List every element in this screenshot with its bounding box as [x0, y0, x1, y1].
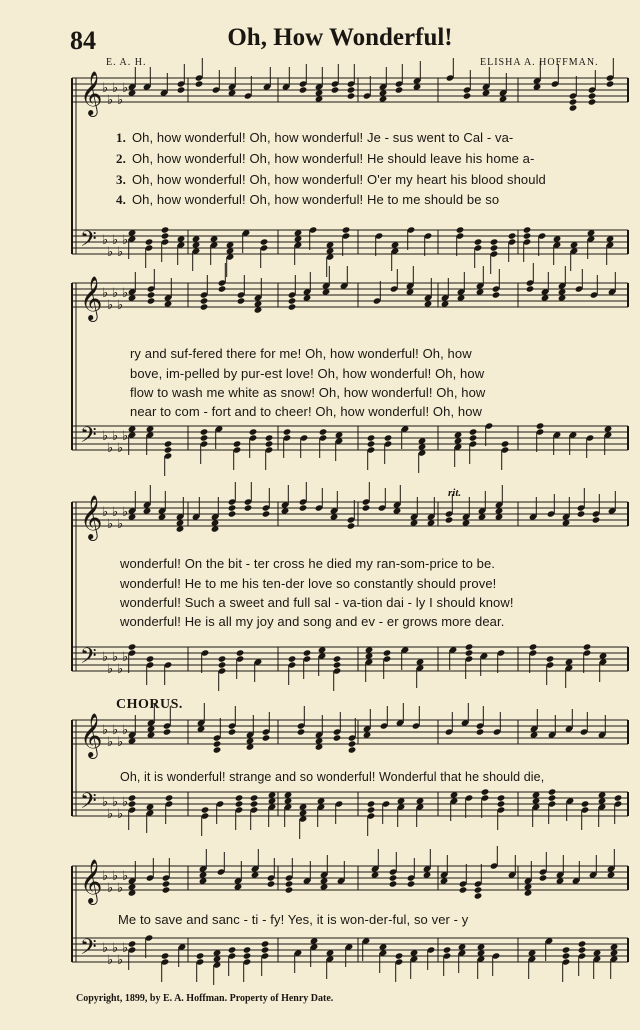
- flat-icon: ♭: [122, 233, 129, 248]
- note-head: [267, 880, 276, 887]
- note-head: [228, 728, 237, 735]
- flat-icon: ♭: [122, 723, 129, 738]
- flat-icon: ♭: [112, 941, 119, 956]
- note-head: [128, 800, 137, 807]
- note-head: [200, 297, 209, 304]
- note-head: [367, 440, 376, 447]
- flat-icon: ♭: [112, 81, 119, 96]
- note-head: [165, 794, 174, 801]
- flat-icon: ♭: [112, 429, 119, 444]
- note-head: [147, 291, 156, 298]
- note-head: [581, 800, 590, 807]
- flat-icon: ♭: [112, 505, 119, 520]
- flat-icon: ♭: [117, 245, 124, 260]
- treble-clef-icon: 𝄞: [80, 71, 103, 115]
- note-head: [569, 104, 578, 111]
- note-head: [201, 806, 210, 813]
- note-head: [490, 244, 499, 251]
- note-head: [583, 643, 592, 650]
- lyric-line: wonderful! On the bit - ter cross he died my ran-som-price to be.: [120, 556, 495, 571]
- note-head: [445, 516, 454, 523]
- note-head: [200, 434, 209, 441]
- note-head: [261, 940, 270, 947]
- note-head: [389, 874, 398, 881]
- note-head: [288, 297, 297, 304]
- note-head: [395, 952, 404, 959]
- flat-icon: ♭: [102, 795, 109, 810]
- flat-icon: ♭: [117, 881, 124, 896]
- flat-icon: ♭: [107, 735, 114, 750]
- lyric-line: bove, im-pelled by pur-est love! Oh, how wonderful! Oh, how: [130, 366, 485, 381]
- note-head: [469, 428, 478, 435]
- note-head: [128, 643, 137, 650]
- lyric-line: ry and suf-fered there for me! Oh, how wonderful! Oh, how: [130, 346, 472, 361]
- flat-icon: ♭: [117, 735, 124, 750]
- note-head: [395, 86, 404, 93]
- note-head: [492, 291, 501, 298]
- copyright-notice: Copyright, 1899, by E. A. Hoffman. Property of Henry Date.: [76, 993, 334, 1004]
- note-head: [384, 434, 393, 441]
- lyric-line: Me to save and sanc - ti - fy! Yes, it is won-der-ful, so ver - y: [118, 912, 469, 927]
- music-system-5: [60, 858, 635, 998]
- flat-icon: ♭: [107, 953, 114, 968]
- note-head: [243, 952, 252, 959]
- note-head: [536, 422, 545, 429]
- note-head: [501, 440, 510, 447]
- note-head: [342, 226, 351, 233]
- note-head: [347, 522, 356, 529]
- note-head: [262, 510, 271, 517]
- flat-icon: ♭: [107, 807, 114, 822]
- lyric-line: near to com - fort and to cheer! Oh, how wonderful! Oh, how: [130, 404, 483, 419]
- lyric-line: wonderful! He to me his ten-der love so constantly should prove!: [120, 576, 497, 591]
- note-head: [548, 788, 557, 795]
- note-head: [333, 655, 342, 662]
- note-head: [260, 238, 269, 245]
- note-head: [562, 946, 571, 953]
- treble-clef-icon: 𝄞: [80, 713, 103, 757]
- note-head: [218, 661, 227, 668]
- note-head: [459, 886, 468, 893]
- flat-icon: ♭: [112, 650, 119, 665]
- note-head: [508, 232, 517, 239]
- flat-icon: ♭: [122, 941, 129, 956]
- note-head: [249, 428, 258, 435]
- note-head: [145, 238, 154, 245]
- note-head: [577, 510, 586, 517]
- note-head: [331, 86, 340, 93]
- note-head: [490, 238, 499, 245]
- flat-icon: ♭: [117, 298, 124, 313]
- flat-icon: ♭: [117, 93, 124, 108]
- note-head: [465, 649, 474, 656]
- note-head: [367, 434, 376, 441]
- flat-icon: ♭: [112, 723, 119, 738]
- lyric-line: 1. Oh, how wonderful! Oh, how wonderful! Je - sus went to Cal - va-: [116, 130, 514, 145]
- flat-icon: ♭: [102, 233, 109, 248]
- note-head: [261, 946, 270, 953]
- note-head: [481, 788, 490, 795]
- music-system-1: [60, 70, 635, 270]
- flat-icon: ♭: [102, 941, 109, 956]
- note-head: [243, 946, 252, 953]
- note-head: [161, 952, 170, 959]
- note-head: [235, 794, 244, 801]
- note-head: [469, 434, 478, 441]
- lyric-line: wonderful! Such a sweet and full sal - va-tion dai - ly I should know!: [120, 595, 514, 610]
- note-head: [162, 880, 171, 887]
- note-head: [128, 940, 137, 947]
- flat-icon: ♭: [112, 869, 119, 884]
- flat-icon: ♭: [107, 245, 114, 260]
- note-head: [299, 86, 308, 93]
- bass-clef-icon: 𝄢: [80, 423, 97, 453]
- flat-icon: ♭: [107, 93, 114, 108]
- note-head: [164, 446, 173, 453]
- flat-icon: ♭: [102, 286, 109, 301]
- flat-icon: ♭: [117, 441, 124, 456]
- flat-icon: ♭: [117, 807, 124, 822]
- flat-icon: ♭: [112, 286, 119, 301]
- note-head: [474, 886, 483, 893]
- note-head: [196, 952, 205, 959]
- note-head: [348, 740, 357, 747]
- note-head: [285, 886, 294, 893]
- note-head: [362, 504, 371, 511]
- note-head: [539, 874, 548, 881]
- flat-icon: ♭: [122, 795, 129, 810]
- note-head: [250, 794, 259, 801]
- flat-icon: ♭: [117, 662, 124, 677]
- flat-icon: ♭: [102, 429, 109, 444]
- treble-clef-icon: 𝄞: [80, 276, 103, 320]
- flat-icon: ♭: [107, 662, 114, 677]
- flat-icon: ♭: [122, 505, 129, 520]
- note-head: [443, 946, 452, 953]
- words-credit: E. A. H.: [106, 57, 147, 68]
- flat-icon: ♭: [107, 441, 114, 456]
- lyric-line: 3. Oh, how wonderful! Oh, how wonderful! O'er my heart his blood should: [116, 172, 546, 187]
- note-head: [546, 655, 555, 662]
- note-head: [262, 734, 271, 741]
- note-head: [562, 952, 571, 959]
- page-number: 84: [70, 26, 96, 55]
- note-head: [347, 86, 356, 93]
- bass-clef-icon: 𝄢: [80, 935, 97, 965]
- note-head: [285, 880, 294, 887]
- flat-icon: ♭: [102, 723, 109, 738]
- note-head: [146, 655, 155, 662]
- note-head: [244, 504, 253, 511]
- note-head: [367, 800, 376, 807]
- note-head: [200, 303, 209, 310]
- note-head: [523, 232, 532, 239]
- lyric-line: 2. Oh, how wonderful! Oh, how wonderful! He should leave his home a-: [116, 151, 535, 166]
- note-head: [474, 892, 483, 899]
- music-credit: ELISHA A. HOFFMAN.: [480, 57, 599, 68]
- note-head: [348, 746, 357, 753]
- lyric-line: wonderful! He is all my joy and song and ev - er grows more dear.: [120, 614, 505, 629]
- flat-icon: ♭: [107, 298, 114, 313]
- note-head: [383, 649, 392, 656]
- note-head: [303, 649, 312, 656]
- note-head: [161, 232, 170, 239]
- note-head: [569, 98, 578, 105]
- flat-icon: ♭: [122, 869, 129, 884]
- note-head: [162, 886, 171, 893]
- note-head: [265, 440, 274, 447]
- note-head: [213, 740, 222, 747]
- note-head: [297, 728, 306, 735]
- note-head: [128, 794, 137, 801]
- note-head: [288, 303, 297, 310]
- flat-icon: ♭: [112, 795, 119, 810]
- flat-icon: ♭: [107, 881, 114, 896]
- note-head: [228, 946, 237, 953]
- note-head: [163, 728, 172, 735]
- flat-icon: ♭: [107, 517, 114, 532]
- hymn-title: Oh, How Wonderful!: [227, 24, 453, 51]
- note-head: [228, 504, 237, 511]
- ritardando-marking: rit.: [448, 487, 462, 499]
- note-head: [164, 440, 173, 447]
- note-head: [456, 226, 465, 233]
- note-head: [218, 655, 227, 662]
- note-head: [233, 440, 242, 447]
- note-head: [236, 649, 245, 656]
- note-head: [548, 794, 557, 801]
- note-head: [523, 226, 532, 233]
- note-head: [195, 80, 204, 87]
- note-head: [177, 86, 186, 93]
- flat-icon: ♭: [102, 505, 109, 520]
- note-head: [147, 297, 156, 304]
- bass-clef-icon: 𝄢: [80, 644, 97, 674]
- flat-icon: ♭: [102, 81, 109, 96]
- note-head: [288, 655, 297, 662]
- note-head: [588, 98, 597, 105]
- note-head: [250, 800, 259, 807]
- note-head: [237, 297, 246, 304]
- note-head: [465, 643, 474, 650]
- flat-icon: ♭: [102, 869, 109, 884]
- flat-icon: ♭: [122, 81, 129, 96]
- chorus-label: CHORUS.: [116, 697, 183, 712]
- note-head: [606, 80, 615, 87]
- note-head: [526, 285, 535, 292]
- flat-icon: ♭: [117, 953, 124, 968]
- note-head: [497, 794, 506, 801]
- note-head: [218, 285, 227, 292]
- note-head: [367, 806, 376, 813]
- flat-icon: ♭: [122, 286, 129, 301]
- note-head: [578, 940, 587, 947]
- flat-icon: ♭: [112, 233, 119, 248]
- note-head: [200, 428, 209, 435]
- flat-icon: ♭: [102, 650, 109, 665]
- note-head: [213, 746, 222, 753]
- note-head: [407, 880, 416, 887]
- treble-clef-icon: 𝄞: [80, 859, 103, 903]
- flat-icon: ♭: [122, 650, 129, 665]
- note-head: [319, 428, 328, 435]
- note-head: [476, 728, 485, 735]
- note-head: [283, 428, 292, 435]
- note-head: [333, 661, 342, 668]
- note-head: [529, 643, 538, 650]
- flat-icon: ♭: [117, 517, 124, 532]
- bass-clef-icon: 𝄢: [80, 227, 97, 257]
- treble-clef-icon: 𝄞: [80, 495, 103, 539]
- lyric-line: Oh, it is wonderful! strange and so wonderful! Wonderful that he should die,: [120, 770, 545, 784]
- flat-icon: ♭: [122, 429, 129, 444]
- note-head: [497, 800, 506, 807]
- lyric-line: flow to wash me white as snow! Oh, how wonderful! Oh, how: [130, 385, 486, 400]
- note-head: [265, 434, 274, 441]
- note-head: [389, 880, 398, 887]
- note-head: [228, 510, 237, 517]
- note-head: [614, 794, 623, 801]
- note-head: [588, 92, 597, 99]
- note-head: [592, 516, 601, 523]
- bass-clef-icon: 𝄢: [80, 789, 97, 819]
- note-head: [299, 504, 308, 511]
- note-head: [161, 226, 170, 233]
- note-head: [333, 734, 342, 741]
- note-head: [347, 92, 356, 99]
- note-head: [474, 238, 483, 245]
- note-head: [235, 800, 244, 807]
- note-head: [578, 946, 587, 953]
- lyric-line: 4. Oh, how wonderful! Oh, how wonderful! He to me should be so: [116, 192, 500, 207]
- note-head: [463, 92, 472, 99]
